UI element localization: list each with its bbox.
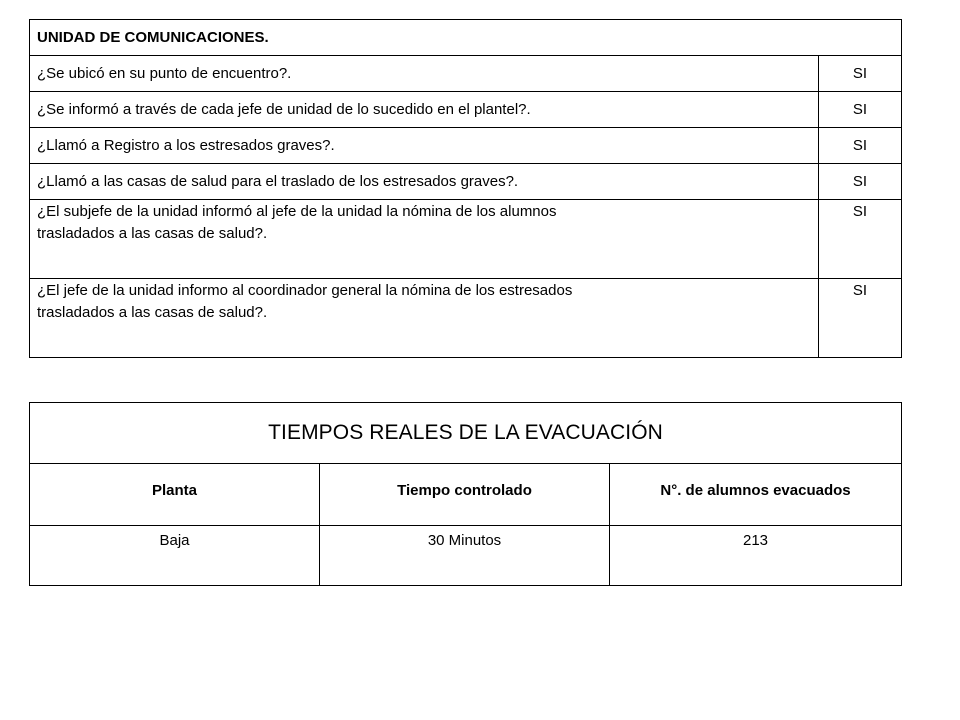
answer-text: SI (852, 282, 868, 299)
question-cell (30, 200, 819, 279)
tiempo-cell: 30 Minutos (320, 526, 610, 586)
question-cell: ¿Llamó a Registro a los estresados graves?. (30, 128, 819, 164)
question-cell: ¿Llamó a las casas de salud para el traslado de los estresados graves?. (30, 164, 819, 200)
communications-table (29, 19, 902, 358)
table-row (30, 128, 902, 164)
planta-cell: Baja (30, 526, 320, 586)
communications-heading: UNIDAD DE COMUNICACIONES. (30, 20, 902, 56)
evacuation-title-row (30, 403, 902, 464)
question-line-1: ¿El jefe de la unidad informo al coordinador general la nómina de los estresados (37, 282, 573, 299)
question-cell: ¿Se ubicó en su punto de encuentro?. (30, 56, 819, 92)
table-row (30, 92, 902, 128)
column-header-alumnos: N°. de alumnos evacuados (610, 464, 902, 526)
answer-cell: SI (819, 128, 902, 164)
answer-cell: SI (819, 164, 902, 200)
question-line-2: trasladados a las casas de salud?. (37, 225, 268, 242)
answer-cell (819, 200, 902, 279)
table-row (30, 526, 902, 586)
answer-text: SI (852, 203, 868, 220)
column-header-tiempo: Tiempo controlado (320, 464, 610, 526)
answer-cell: SI (819, 56, 902, 92)
table-row (30, 164, 902, 200)
evacuation-title-text: TIEMPOS REALES DE LA EVACUACIÓN (268, 421, 663, 444)
question-cell: ¿Se informó a través de cada jefe de unidad de lo sucedido en el plantel?. (30, 92, 819, 128)
table-row (30, 56, 902, 92)
table-row (30, 200, 902, 279)
question-line-2: trasladados a las casas de salud?. (37, 304, 268, 321)
column-header-planta: Planta (30, 464, 320, 526)
evacuation-table (29, 402, 902, 586)
table-row (30, 279, 902, 358)
evacuation-title (30, 403, 902, 464)
question-cell (30, 279, 819, 358)
communications-heading-row (30, 20, 902, 56)
answer-cell (819, 279, 902, 358)
alumnos-cell: 213 (610, 526, 902, 586)
answer-cell: SI (819, 92, 902, 128)
evacuation-header-row (30, 464, 902, 526)
question-line-1: ¿El subjefe de la unidad informó al jefe de la unidad la nómina de los alumnos (37, 203, 557, 220)
